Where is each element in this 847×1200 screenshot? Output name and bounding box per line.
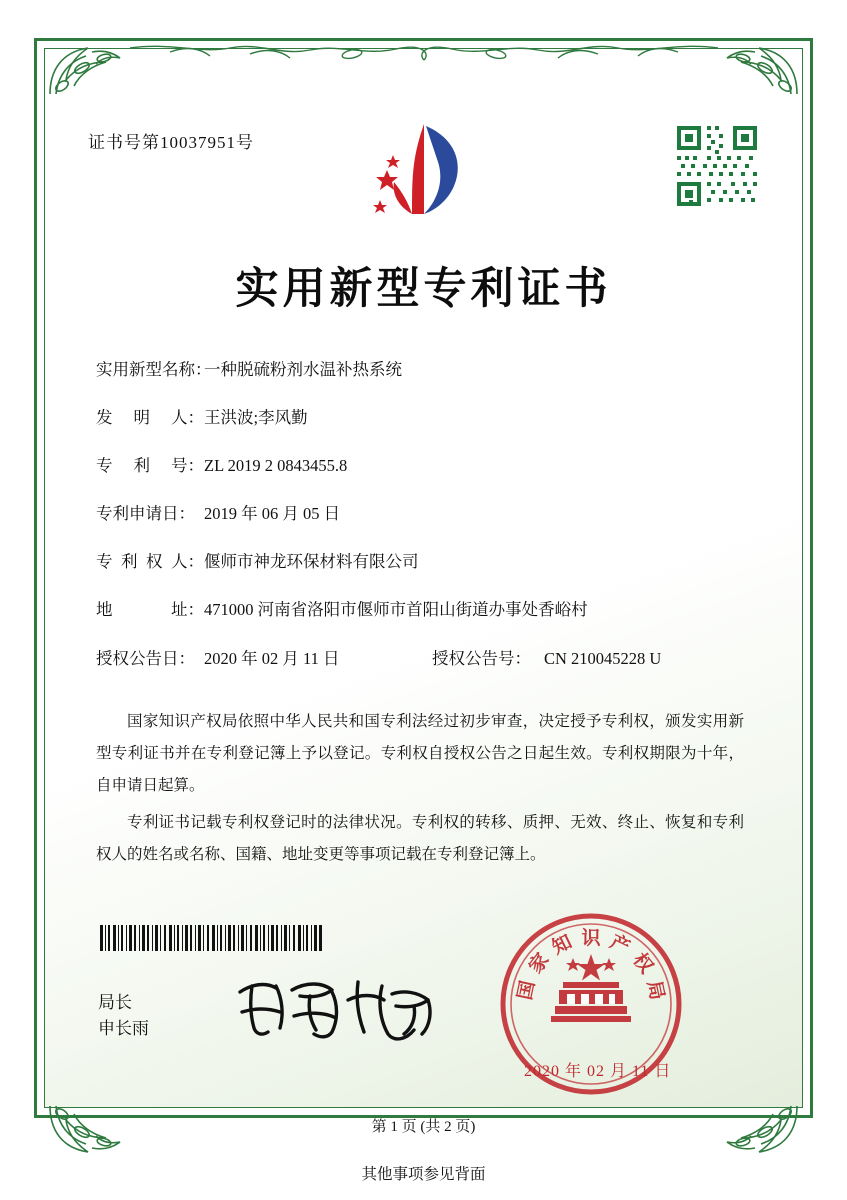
field-patent-number xyxy=(96,454,736,477)
field-label-char: 权 xyxy=(146,552,163,572)
field-value: ZL 2019 2 0843455.8 xyxy=(204,456,348,476)
legal-text xyxy=(96,706,744,877)
field-value: 一种脱硫粉剂水温补热系统 xyxy=(204,360,402,379)
field-label-char: 利 xyxy=(133,456,150,476)
seal-date: 2020 年 02 月 11 日 xyxy=(524,1063,672,1080)
field-label-char: 利 xyxy=(121,552,138,572)
field-label-char: 号： xyxy=(171,456,204,476)
field-application-date xyxy=(96,502,736,525)
field-label: 实用新型名称： xyxy=(96,360,212,379)
field-value: 偃师市神龙环保材料有限公司 xyxy=(204,552,419,572)
field-value: 2019 年 06 月 05 日 xyxy=(204,504,341,524)
svg-text:识: 识 xyxy=(581,927,601,949)
field-inventor xyxy=(96,406,736,429)
svg-text:局: 局 xyxy=(642,978,669,1002)
field-label-char: 址： xyxy=(171,600,204,620)
field-label-char: 人： xyxy=(171,552,204,572)
signature-block xyxy=(98,990,149,1043)
signature-title: 局长 xyxy=(98,993,132,1012)
field-label-char: 专 xyxy=(96,456,113,476)
cnipa-logo-icon xyxy=(368,118,480,224)
field-label-secondary: 授权公告号： xyxy=(432,648,531,668)
svg-text:权: 权 xyxy=(628,949,658,978)
svg-text:知: 知 xyxy=(548,930,576,959)
field-label-char: 发 xyxy=(96,408,113,428)
field-label xyxy=(96,598,204,621)
field-label: 专利申请日： xyxy=(96,504,195,524)
svg-text:国: 国 xyxy=(513,978,540,1002)
field-label-char: 明 xyxy=(133,408,150,428)
signature-name: 申长雨 xyxy=(98,1019,149,1039)
svg-text:家: 家 xyxy=(524,949,554,978)
field-label-char: 人： xyxy=(171,408,204,428)
certificate-number: 证书号第10037951号 xyxy=(88,133,254,152)
field-label-char: 专 xyxy=(96,552,113,572)
field-label xyxy=(96,454,204,477)
field-utility-model-name xyxy=(96,358,736,381)
field-value: 471000 河南省洛阳市偃师市首阳山街道办事处香峪村 xyxy=(204,600,588,620)
paragraph: 专利证书记载专利权登记时的法律状况。专利权的转移、质押、无效、终止、恢复和专利权人的姓名或名称、国籍、地址变更等事项记载在专利登记簿上。 xyxy=(96,814,744,864)
paragraph: 国家知识产权局依照中华人民共和国专利法经过初步审查，决定授予专利权，颁发实用新型专利证书并在专利登记簿上予以登记。专利权自授权公告之日起生效。专利权期限为十年，自申请日起算。 xyxy=(96,713,744,794)
page-title: 实用新型专利证书 xyxy=(235,264,612,314)
handwritten-signature-icon xyxy=(232,968,442,1046)
field-label xyxy=(96,550,204,573)
field-value-secondary: CN 210045228 U xyxy=(544,648,662,668)
field-label-char: 地 xyxy=(96,600,113,620)
field-grant-announcement xyxy=(96,647,736,670)
field-value: 王洪波;李风勤 xyxy=(204,408,308,428)
certificate-fields xyxy=(96,358,736,695)
field-value: 2020 年 02 月 11 日 xyxy=(204,648,340,668)
barcode-icon xyxy=(100,925,322,951)
field-label xyxy=(96,406,204,429)
field-address xyxy=(96,598,736,621)
footer-note: 其他事项参见背面 xyxy=(361,1166,486,1183)
qr-code-icon xyxy=(673,122,761,210)
field-patentee xyxy=(96,550,736,573)
svg-text:产: 产 xyxy=(606,930,634,959)
field-label: 授权公告日： xyxy=(96,648,195,668)
page-number: 第 1 页 (共 2 页) xyxy=(371,1119,476,1135)
